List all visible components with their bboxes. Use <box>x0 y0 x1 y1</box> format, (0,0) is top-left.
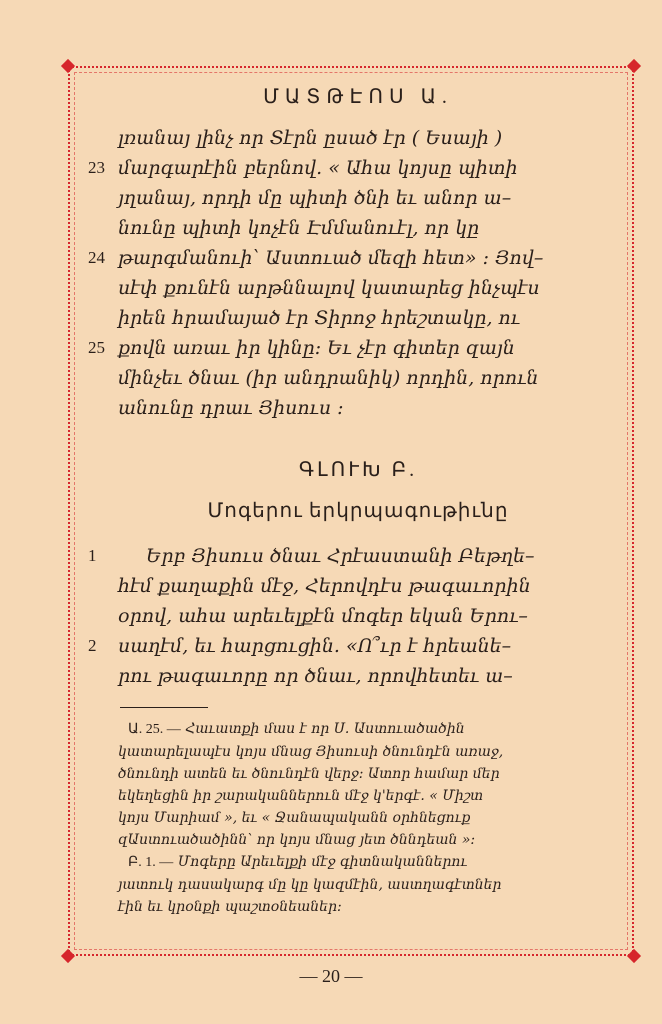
footnote-text: Հաւատքի մաս է որ Ս. Աստուածածին <box>185 721 465 737</box>
text-line <box>118 571 598 601</box>
chapter-subtitle: Մոգերու երկրպագութիւնը <box>207 500 509 522</box>
verse-number: 1 <box>88 546 97 565</box>
page-number: — 20 — <box>299 966 363 986</box>
text-line <box>118 213 598 243</box>
text-line <box>88 153 598 183</box>
line-text: իրեն հրամայած էր Տիրոջ հրեշտակը, ու <box>118 307 521 329</box>
line-text: մինչեւ ծնաւ (իր անդրանիկ) որդին, որուն <box>118 367 539 389</box>
footnote-text: զԱստուածածինն՝ որ կոյս մնաց յետ ծննդեան »: <box>118 832 476 848</box>
text-line <box>88 541 598 571</box>
footnote-line <box>118 807 598 829</box>
line-text: սէփ քունէն արթննալով կատարեց ինչպէս <box>118 277 540 299</box>
line-text: թարգմանուի՝ Աստուած մեզի հետ» : Յով– <box>118 247 544 269</box>
text-line <box>118 363 598 393</box>
footnote-line <box>118 785 598 807</box>
text-line <box>118 661 598 691</box>
line-text: օրով, ահա արեւելքէն մոգեր եկան Երու– <box>118 605 528 627</box>
text-line <box>88 243 598 273</box>
footnote-line <box>118 763 598 785</box>
footnote-reference: Բ. 1. — <box>128 855 174 870</box>
line-text: անունը դրաւ Յիսուս : <box>118 397 344 419</box>
footnote-text: կատարելապէս կոյս մնաց Յիսուսի ծնունդէն առաջ, <box>118 744 504 760</box>
footnote-line <box>118 874 598 896</box>
line-text: յղանայ, որդի մը պիտի ծնի եւ անոր ա– <box>118 187 512 209</box>
footnote-line <box>118 829 598 851</box>
footnote-line <box>118 741 598 763</box>
text-line <box>118 123 598 153</box>
footnote-text: կոյս Մարիամ », եւ « Ջանապականն օրհնեցուք <box>118 810 471 826</box>
verse-block-chapter-1 <box>88 123 598 423</box>
chapter-title: ԳԼՈՒԽ Բ. <box>298 459 418 481</box>
text-line <box>118 393 598 423</box>
footnote-reference: Ա. 25. — <box>128 722 181 737</box>
verse-number: 25 <box>88 338 105 357</box>
verse-number: 2 <box>88 636 97 655</box>
text-line <box>118 273 598 303</box>
text-line <box>118 601 598 631</box>
footnote-text: Մոգերը Արեւելքի մէջ գիտնականներու <box>177 854 468 870</box>
line-text: սաղէմ, եւ հարցուցին. «Ո՞ւր է հրեանե– <box>118 635 512 657</box>
line-text: մարգարէին բերնով. « Ահա կոյսը պիտի <box>118 157 518 179</box>
line-text: լռանայ լինչ որ Տէրն ըսած էր ( Եսայի ) <box>118 127 503 149</box>
footnote-rule <box>120 707 208 708</box>
verse-block-chapter-2 <box>88 541 598 691</box>
footnote-text: էին եւ կրօնքի պաշտօնեաներ: <box>118 899 342 915</box>
text-line <box>88 631 598 661</box>
verse-number: 23 <box>88 158 105 177</box>
line-text: քովն առաւ իր կինը: Եւ չէր գիտեր զայն <box>118 337 515 359</box>
line-text: րու թագաւորը որ ծնաւ, որովհետեւ ա– <box>118 665 513 687</box>
footnote-text: յատուկ դասակարգ մը կը կազմէին, աստղագէտներ <box>118 877 502 893</box>
line-text: Երբ Յիսուս ծնաւ Հրէաստանի Բեթղե– <box>146 545 535 567</box>
footnote-line <box>118 851 598 874</box>
footnote-text: ծնունդի ատեն եւ ծնունդէն վերջ: Ատոր համար մեր <box>118 766 500 782</box>
line-text: հէմ քաղաքին մէջ, Հերովդէս թագաւորին <box>118 575 531 597</box>
text-line <box>88 333 598 363</box>
footnote-line <box>118 896 598 918</box>
text-line <box>118 303 598 333</box>
text-line <box>118 183 598 213</box>
footnote-line <box>118 718 598 741</box>
line-text: նունը պիտի կոչէն Էմմանուէլ, որ կը <box>118 217 480 239</box>
page-content <box>88 84 598 918</box>
footnotes <box>118 718 598 918</box>
verse-number: 24 <box>88 248 105 267</box>
footnote-text: եկեղեցին իր շարականներուն մէջ կ'երգէ. « Միշտ <box>118 788 484 804</box>
running-head: ՄԱՏԹԷՈՍ Ա. <box>263 86 453 108</box>
